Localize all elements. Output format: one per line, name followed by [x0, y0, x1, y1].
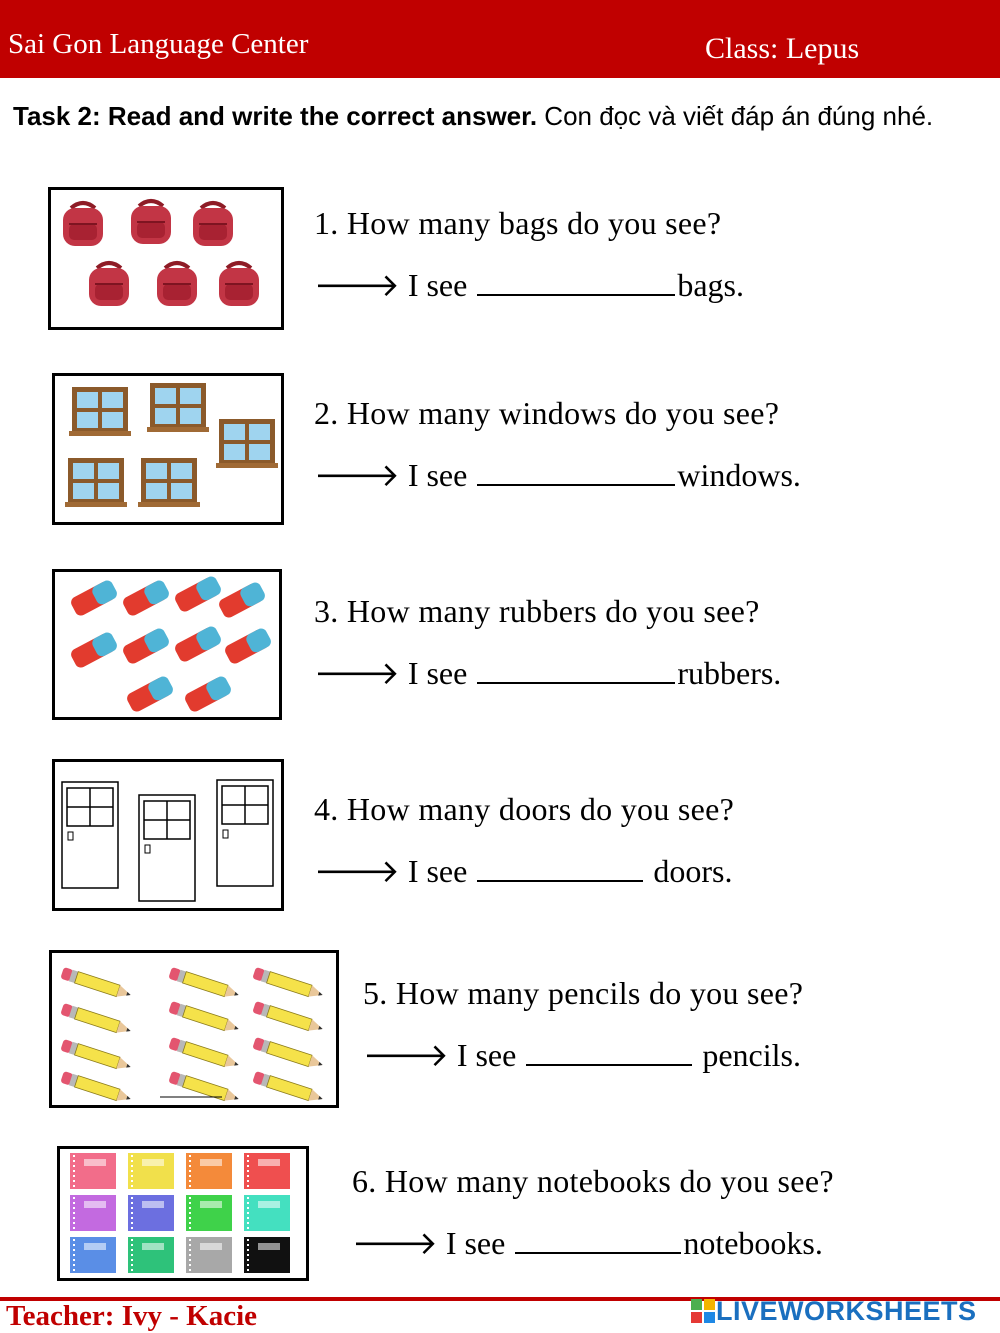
question-6: 6. How many notebooks do you see? [352, 1163, 834, 1199]
answer-blank-4[interactable] [477, 852, 643, 882]
class-label: Class: Lepus [705, 32, 860, 65]
liveworksheets-icon [690, 1298, 716, 1324]
door-icons [55, 762, 281, 908]
notebooks-picture [57, 1146, 309, 1281]
answer-line-2: 🡒 I see windows. [314, 457, 801, 493]
answer-blank-1[interactable] [477, 266, 675, 296]
answer-blank-5[interactable] [526, 1036, 692, 1066]
windows-picture [52, 373, 284, 525]
pencil-icons [52, 953, 336, 1105]
question-5: 5. How many pencils do you see? [363, 975, 804, 1011]
arrow-icon: 🡒 [314, 457, 400, 493]
task-instructions [13, 96, 998, 137]
question-2: 2. How many windows do you see? [314, 395, 780, 431]
answer-blank-2[interactable] [477, 456, 675, 486]
bags-picture [48, 187, 284, 330]
answer-line-5: 🡒 I see pencils. [363, 1037, 801, 1073]
question-1: 1. How many bags do you see? [314, 205, 722, 241]
teacher-name: Teacher: Ivy - Kacie [6, 1300, 258, 1332]
brand-text: LIVEWORKSHEETS [716, 1295, 977, 1326]
arrow-icon: 🡒 [363, 1037, 449, 1073]
notebook-icons [60, 1149, 306, 1278]
school-name: Sai Gon Language Center [8, 28, 309, 60]
arrow-icon: 🡒 [314, 655, 400, 691]
answer-line-1: 🡒 I see bags. [314, 267, 744, 303]
header-banner [0, 0, 1000, 78]
task-instruction: Con đọc và viết đáp án đúng nhé. [537, 101, 934, 131]
rubber-icons [55, 572, 279, 717]
rubbers-picture [52, 569, 282, 720]
question-4: 4. How many doors do you see? [314, 791, 735, 827]
arrow-icon: 🡒 [314, 853, 400, 889]
bag-icons [51, 190, 281, 327]
question-3: 3. How many rubbers do you see? [314, 593, 760, 629]
answer-line-6: 🡒 I see notebooks. [352, 1225, 823, 1261]
task-title: Task 2: Read and write the correct answer. [13, 101, 538, 131]
answer-line-3: 🡒 I see rubbers. [314, 655, 782, 691]
liveworksheets-logo [690, 1294, 977, 1328]
arrow-icon: 🡒 [314, 267, 400, 303]
answer-blank-6[interactable] [515, 1224, 681, 1254]
answer-line-4: 🡒 I see doors. [314, 853, 733, 889]
arrow-icon: 🡒 [352, 1225, 438, 1261]
answer-blank-3[interactable] [477, 654, 675, 684]
doors-picture [52, 759, 284, 911]
pencils-picture [49, 950, 339, 1108]
window-icons [55, 376, 281, 522]
